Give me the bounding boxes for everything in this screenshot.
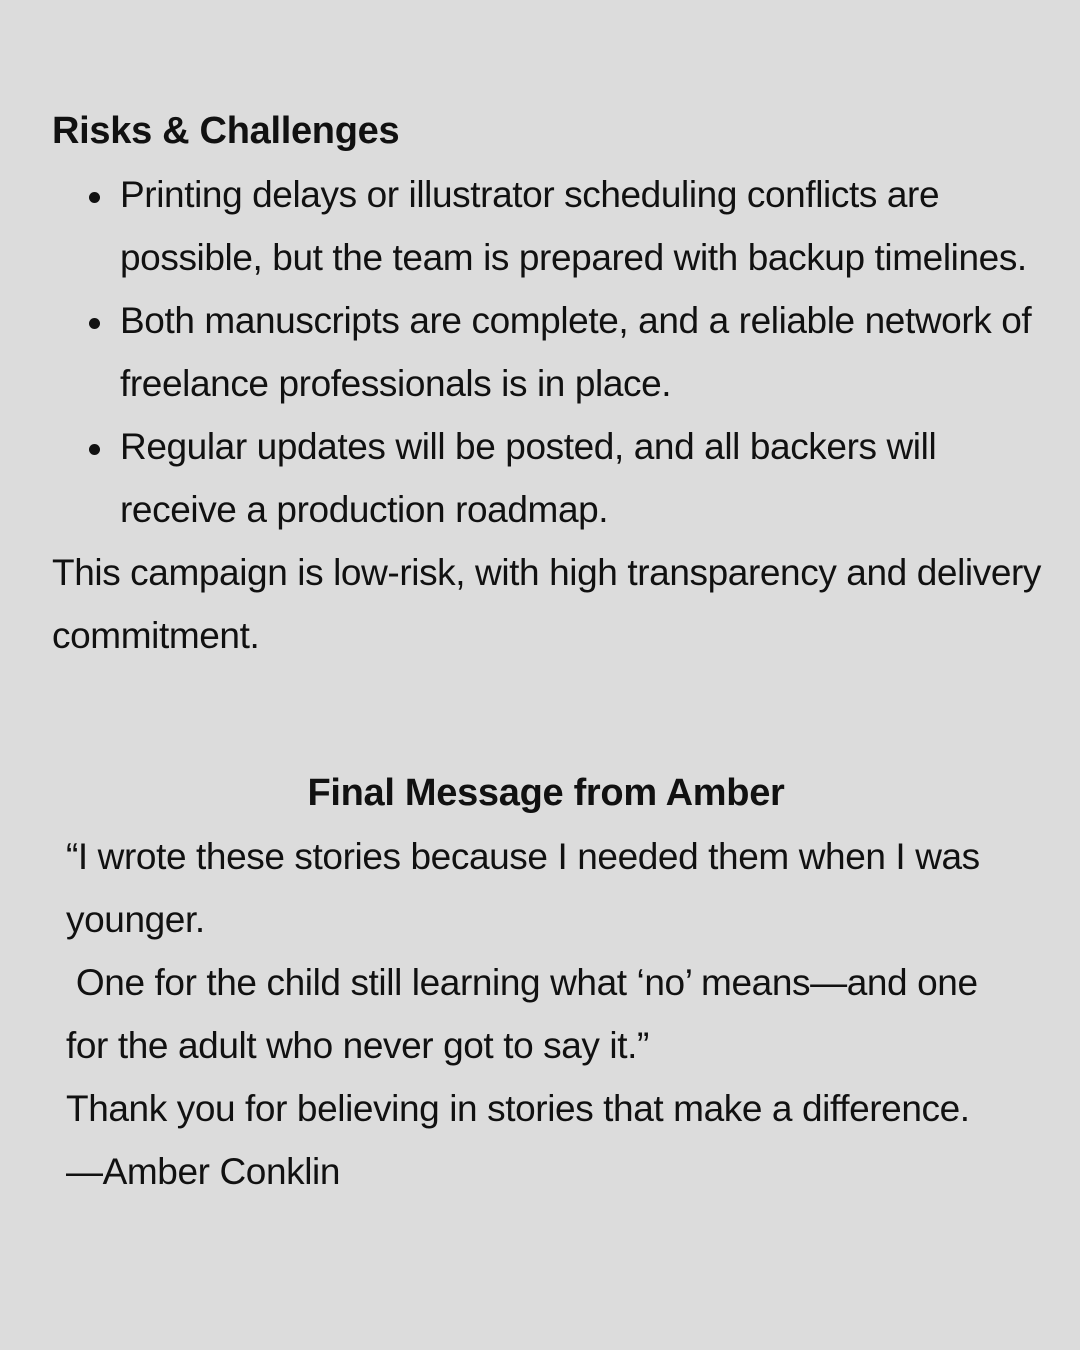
quote-line-2: One for the child still learning what ‘no’ means—and one for the adult who never got to say it.” [66, 962, 988, 1066]
risks-heading: Risks & Challenges [52, 110, 400, 152]
bullet-text: Printing delays or illustrator scheduling conflicts are possible, but the team is prepared with backup timelines. [120, 174, 1027, 278]
bullet-icon [89, 318, 100, 329]
risks-closing-text: This campaign is low-risk, with high transparency and delivery commitment. [52, 552, 1042, 656]
bullet-icon [89, 192, 100, 203]
risk-bullet-updates [52, 415, 1042, 541]
risk-bullet-manuscripts [52, 289, 1042, 415]
risks-section [52, 100, 1042, 667]
bullet-text: Both manuscripts are complete, and a reliable network of freelance professionals is in place. [120, 300, 1032, 404]
final-message-heading: Final Message from Amber [307, 772, 785, 814]
bullet-icon [89, 444, 100, 455]
bullet-text: Regular updates will be posted, and all backers will receive a production roadmap. [120, 426, 937, 530]
signature: —Amber Conklin [66, 1151, 341, 1192]
thanks-text: Thank you for believing in stories that make a difference. [66, 1088, 970, 1129]
quote-line-1: “I wrote these stories because I needed them when I was younger. [66, 836, 980, 940]
risks-list [52, 163, 1042, 541]
final-message-section [66, 762, 1026, 1203]
risk-bullet-printing [52, 163, 1042, 289]
